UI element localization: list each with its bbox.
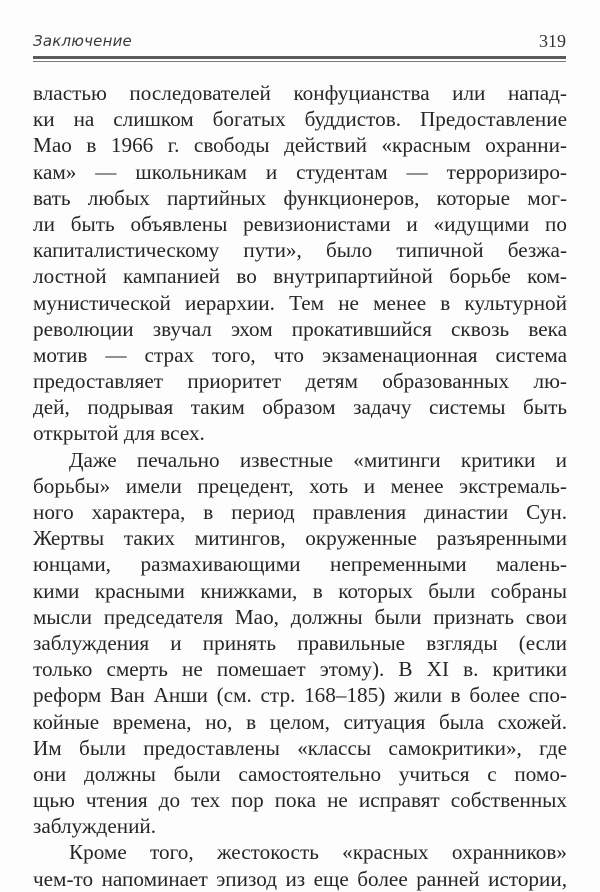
text-line: лостной кампанией во внутрипартийной борьбе ком- (33, 264, 567, 289)
text-line: дей, подрывая таким образом задачу системы быть (33, 395, 567, 420)
text-line: кими красными книжками, в которых были собраны (33, 578, 567, 603)
text-line: ного характера, в период правления династии Сун. (33, 500, 567, 524)
body-text (33, 80, 567, 892)
text-line-paragraph-start: Кроме того, жестокость «красных охранников» (69, 840, 567, 865)
text-line: предоставляет приоритет детям образованных лю- (33, 369, 567, 394)
text-line: борьбы» имели прецедент, хоть и менее экстремаль- (33, 473, 567, 498)
text-line-paragraph-end: открытой для всех. (33, 421, 205, 446)
text-line: мысли председателя Мао, должны были признать свои (33, 604, 567, 629)
text-line: Им были предоставлены «классы самокритики», где (33, 735, 567, 760)
text-line: капиталистическому пути», было типичной безжа- (33, 238, 567, 263)
text-line: ки на слишком богатых буддистов. Предоставление (33, 107, 567, 132)
page-header (33, 32, 566, 54)
text-line-paragraph-start: Даже печально известные «митинги критики и (69, 447, 567, 472)
running-title: Заключение (33, 32, 132, 50)
header-rule (33, 56, 566, 59)
text-line: заблуждения и принять правильные взгляды (если (33, 630, 567, 655)
header-rule-thin (33, 61, 566, 62)
text-line: вать любых партийных функционеров, которые мог- (33, 185, 567, 210)
text-line: Жертвы таких митингов, окруженные разъяренными (33, 526, 567, 551)
text-line: кам» — школьникам и студентам — терроризиро- (33, 159, 567, 184)
text-line: чем-то напоминает эпизод из еще более ранней истории, (33, 866, 567, 891)
text-line: властью последователей конфуцианства или напад- (33, 81, 567, 105)
text-line: революции звучал эхом прокатившийся сквозь века (33, 316, 567, 341)
text-line: ли быть объявлены ревизионистами и «идущими по (33, 211, 567, 236)
text-line: мунистической иерархии. Тем не менее в культурной (33, 290, 567, 315)
text-line: щью чтения до тех пор пока не исправят собственных (33, 788, 567, 813)
text-line: только смерть не помешает этому). В XI в. критики (33, 657, 567, 682)
page-number: 319 (539, 31, 566, 51)
text-line-paragraph-end: заблуждений. (33, 814, 157, 839)
text-line: койные времена, но, в целом, ситуация была схожей. (33, 709, 567, 734)
text-line: юнцами, размахивающими непременными малень- (33, 552, 567, 577)
text-line: они должны были самостоятельно учиться с помо- (33, 761, 567, 786)
text-line: мотив — страх того, что экзаменационная система (33, 342, 567, 367)
text-line: Мао в 1966 г. свободы действий «красным охранни- (33, 133, 567, 158)
text-line: реформ Ван Анши (см. стр. 168–185) жили в более спо- (33, 683, 567, 708)
